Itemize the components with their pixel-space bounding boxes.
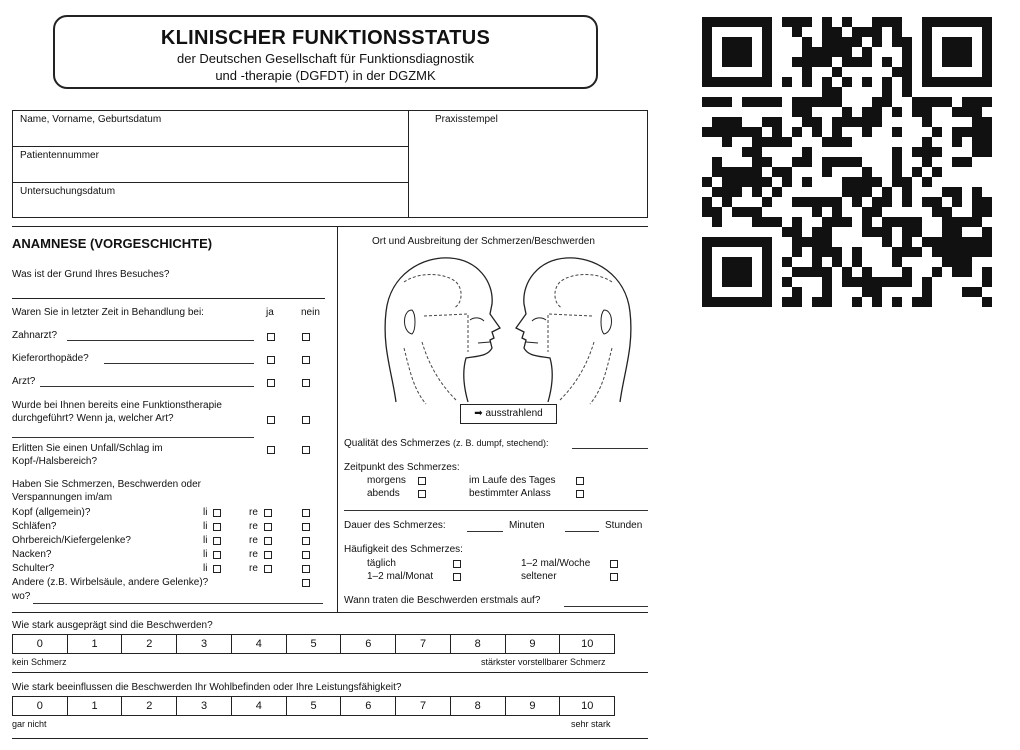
impact-max-label: sehr stark <box>571 719 611 729</box>
doctor-answer-line <box>40 386 254 387</box>
head-right-checkbox[interactable] <box>264 509 272 517</box>
monthly-label: 1–2 mal/Monat <box>367 571 434 582</box>
severity-min-label: kein Schmerz <box>12 657 67 667</box>
section-divider <box>12 738 648 739</box>
temples-right-checkbox[interactable] <box>264 523 272 531</box>
pain-location-heading: Ort und Ausbreitung der Schmerzen/Beschwerden <box>372 236 595 247</box>
dentist-no-checkbox[interactable] <box>302 333 310 341</box>
severity-question: Wie stark ausgeprägt sind die Beschwerden? <box>12 620 213 631</box>
orthodontist-no-checkbox[interactable] <box>302 356 310 364</box>
impact-min-label: gar nicht <box>12 719 47 729</box>
pain-frequency-label: Häufigkeit des Schmerzes: <box>344 544 463 555</box>
minutes-label: Minuten <box>509 520 545 531</box>
severity-scale-cell-6[interactable]: 6 <box>341 635 396 653</box>
treatment-question: Waren Sie in letzter Zeit in Behandlung bei: <box>12 307 204 318</box>
temples-left-checkbox[interactable] <box>213 523 221 531</box>
daily-checkbox[interactable] <box>453 560 461 568</box>
doctor-no-checkbox[interactable] <box>302 379 310 387</box>
during-day-label: im Laufe des Tages <box>469 475 556 486</box>
neck-label: Nacken? <box>12 549 52 560</box>
severity-scale-cell-2[interactable]: 2 <box>122 635 177 653</box>
where-answer-line <box>33 603 323 604</box>
impact-scale-cell-5[interactable]: 5 <box>287 697 342 715</box>
during-day-checkbox[interactable] <box>576 477 584 485</box>
ear-jaw-right-checkbox[interactable] <box>264 537 272 545</box>
severity-scale-cell-1[interactable]: 1 <box>68 635 123 653</box>
ear-jaw-label: Ohrbereich/Kiefergelenke? <box>12 535 131 546</box>
severity-scale-cell-0[interactable]: 0 <box>13 635 68 653</box>
left-abbr: li <box>203 563 208 574</box>
identity-divider <box>408 110 409 218</box>
neck-right-checkbox[interactable] <box>264 551 272 559</box>
severity-scale-cell-4[interactable]: 4 <box>232 635 287 653</box>
name-field-label: Name, Vorname, Geburtsdatum <box>20 114 162 125</box>
document-subtitle-line2: und -therapie (DGFDT) in der DGZMK <box>215 68 436 83</box>
morning-label: morgens <box>367 475 406 486</box>
doctor-label: Arzt? <box>12 376 36 387</box>
right-abbr: re <box>249 535 258 546</box>
impact-scale-cell-1[interactable]: 1 <box>68 697 123 715</box>
daily-label: täglich <box>367 558 396 569</box>
pain-question-line1: Haben Sie Schmerzen, Beschwerden oder <box>12 479 201 490</box>
weekly-label: 1–2 mal/Woche <box>521 558 591 569</box>
patient-identity-box <box>12 110 648 218</box>
orthodontist-label: Kieferorthopäde? <box>12 353 89 364</box>
head-label: Kopf (allgemein)? <box>12 507 91 518</box>
section-divider <box>12 612 648 613</box>
rarely-checkbox[interactable] <box>610 573 618 581</box>
severity-scale-cell-5[interactable]: 5 <box>287 635 342 653</box>
pain-duration-label: Dauer des Schmerzes: <box>344 520 446 531</box>
qr-code-icon <box>700 17 994 307</box>
right-abbr: re <box>249 521 258 532</box>
accident-yes-checkbox[interactable] <box>267 446 275 454</box>
impact-scale-cell-10[interactable]: 10 <box>581 700 594 712</box>
shoulder-no-checkbox[interactable] <box>302 565 310 573</box>
severity-scale-cell-8[interactable]: 8 <box>451 635 506 653</box>
left-abbr: li <box>203 549 208 560</box>
identity-row-divider <box>12 182 408 183</box>
severity-scale <box>12 634 615 654</box>
column-yes-label: ja <box>266 307 274 318</box>
impact-scale-cell-8[interactable]: 8 <box>451 697 506 715</box>
column-divider <box>337 226 338 612</box>
right-abbr: re <box>249 549 258 560</box>
column-no-label: nein <box>301 307 320 318</box>
neck-no-checkbox[interactable] <box>302 551 310 559</box>
pain-quality-answer-line <box>572 448 648 449</box>
head-no-checkbox[interactable] <box>302 509 310 517</box>
identity-row-divider <box>12 146 408 147</box>
document-subtitle-line1: der Deutschen Gesellschaft für Funktionsdiagnostik <box>177 51 474 66</box>
accident-question-line2: Kopf-/Halsbereich? <box>12 456 98 467</box>
specific-cause-checkbox[interactable] <box>576 490 584 498</box>
head-left-checkbox[interactable] <box>213 509 221 517</box>
impact-scale <box>12 696 615 716</box>
where-label: wo? <box>12 591 31 602</box>
therapy-yes-checkbox[interactable] <box>267 416 275 424</box>
left-abbr: li <box>203 521 208 532</box>
impact-scale-cell-0[interactable]: 0 <box>13 697 68 715</box>
dentist-answer-line <box>67 340 254 341</box>
pain-question-line2: Verspannungen im/am <box>12 492 113 503</box>
impact-scale-cell-7[interactable]: 7 <box>396 697 451 715</box>
evening-label: abends <box>367 488 400 499</box>
first-occurrence-answer-line <box>564 606 648 607</box>
severity-scale-cell-3[interactable]: 3 <box>177 635 232 653</box>
morning-checkbox[interactable] <box>418 477 426 485</box>
ear-jaw-left-checkbox[interactable] <box>213 537 221 545</box>
other-checkbox[interactable] <box>302 579 310 587</box>
hours-label: Stunden <box>605 520 643 531</box>
document-title: KLINISCHER FUNKTIONSSTATUS <box>160 27 491 49</box>
pain-time-separator <box>344 510 648 511</box>
shoulder-left-checkbox[interactable] <box>213 565 221 573</box>
left-abbr: li <box>203 507 208 518</box>
radiating-legend-label: ausstrahlend <box>485 408 543 419</box>
temples-label: Schläfen? <box>12 521 57 532</box>
weekly-checkbox[interactable] <box>610 560 618 568</box>
shoulder-right-checkbox[interactable] <box>264 565 272 573</box>
orthodontist-yes-checkbox[interactable] <box>267 356 275 364</box>
head-profile-right-icon <box>512 252 638 412</box>
evening-checkbox[interactable] <box>418 490 426 498</box>
right-abbr: re <box>249 507 258 518</box>
pain-time-label: Zeitpunkt des Schmerzes: <box>344 462 460 473</box>
therapy-answer-line <box>12 437 254 438</box>
impact-scale-cell-2[interactable]: 2 <box>122 697 177 715</box>
therapy-question-line1: Wurde bei Ihnen bereits eine Funktionstherapie <box>12 400 222 411</box>
anamnesis-heading: ANAMNESE (VORGESCHICHTE) <box>12 236 213 251</box>
monthly-checkbox[interactable] <box>453 573 461 581</box>
therapy-no-checkbox[interactable] <box>302 416 310 424</box>
temples-no-checkbox[interactable] <box>302 523 310 531</box>
other-label: Andere (z.B. Wirbelsäule, andere Gelenke)? <box>12 577 209 588</box>
impact-question: Wie stark beeinflussen die Beschwerden Ihr Wohlbefinden oder Ihre Leistungsfähigkeit? <box>12 682 402 693</box>
section-divider <box>12 226 648 227</box>
rarely-label: seltener <box>521 571 557 582</box>
right-abbr: re <box>249 563 258 574</box>
severity-scale-cell-9[interactable]: 9 <box>506 635 561 653</box>
patient-number-field-label: Patientennummer <box>20 150 99 161</box>
pain-quality-hint: (z. B. dumpf, stechend): <box>452 438 549 448</box>
ear-jaw-no-checkbox[interactable] <box>302 537 310 545</box>
reason-question: Was ist der Grund Ihres Besuches? <box>12 269 170 280</box>
severity-scale-cell-10[interactable]: 10 <box>581 638 594 650</box>
severity-scale-cell-7[interactable]: 7 <box>396 635 451 653</box>
doctor-yes-checkbox[interactable] <box>267 379 275 387</box>
arrow-right-icon: ➡ <box>474 408 483 419</box>
orthodontist-answer-line <box>104 363 254 364</box>
therapy-question-line2: durchgeführt? Wenn ja, welcher Art? <box>12 413 174 424</box>
head-profile-left-icon <box>378 252 504 412</box>
left-abbr: li <box>203 535 208 546</box>
radiating-legend <box>460 404 557 424</box>
accident-no-checkbox[interactable] <box>302 446 310 454</box>
section-divider <box>12 672 648 673</box>
impact-scale-cell-3[interactable]: 3 <box>177 697 232 715</box>
specific-cause-label: bestimmter Anlass <box>469 488 551 499</box>
hours-answer-line <box>565 531 599 532</box>
exam-date-field-label: Untersuchungsdatum <box>20 186 116 197</box>
title-box <box>53 15 598 89</box>
practice-stamp-label: Praxisstempel <box>435 114 498 125</box>
impact-scale-cell-4[interactable]: 4 <box>232 697 287 715</box>
impact-scale-cell-6[interactable]: 6 <box>341 697 396 715</box>
dentist-label: Zahnarzt? <box>12 330 58 341</box>
first-occurrence-label: Wann traten die Beschwerden erstmals auf? <box>344 595 541 606</box>
dentist-yes-checkbox[interactable] <box>267 333 275 341</box>
shoulder-label: Schulter? <box>12 563 55 574</box>
reason-answer-line <box>12 298 325 299</box>
pain-quality-label: Qualität des Schmerzes (z. B. dumpf, stechend): <box>344 438 549 449</box>
neck-left-checkbox[interactable] <box>213 551 221 559</box>
accident-question-line1: Erlitten Sie einen Unfall/Schlag im <box>12 443 163 454</box>
severity-max-label: stärkster vorstellbarer Schmerz <box>481 657 606 667</box>
impact-scale-cell-9[interactable]: 9 <box>506 697 561 715</box>
minutes-answer-line <box>467 531 503 532</box>
